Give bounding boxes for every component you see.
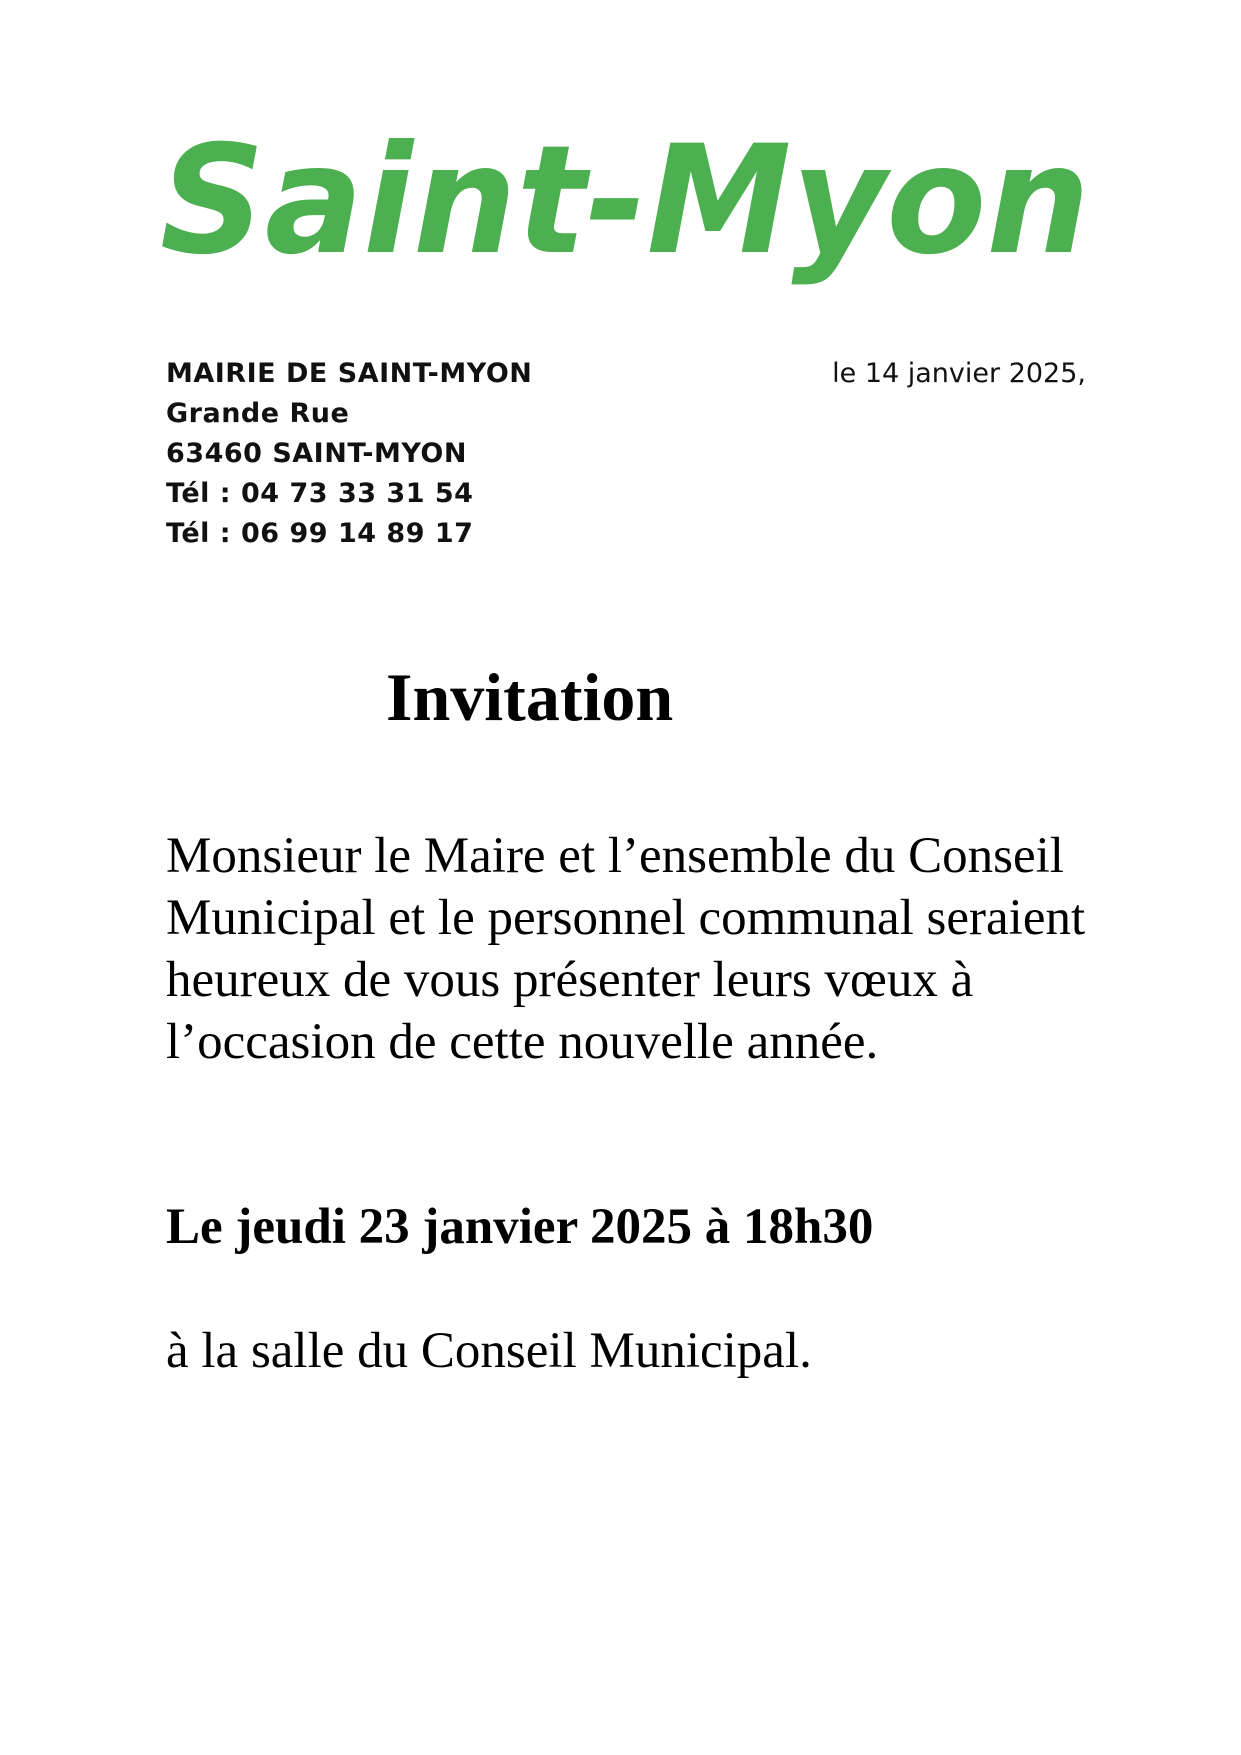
mairie-city: 63460 SAINT-MYON [166, 438, 467, 469]
mairie-phone-1: Tél : 04 73 33 31 54 [166, 478, 474, 509]
saint-myon-logo [160, 92, 1100, 332]
logo-text: Saint-Myon [160, 114, 1090, 288]
page-title: Invitation [386, 659, 674, 735]
invitation-body: Monsieur le Maire et l’ensemble du Conseil Municipal et le personnel communal seraient heureux de vous présenter leurs vœux à l’occasion de cette nouvelle année. [166, 828, 1086, 1070]
event-location: à la salle du Conseil Municipal. [166, 1323, 812, 1379]
letter-date: le 14 janvier 2025, [832, 358, 1086, 389]
mairie-street: Grande Rue [166, 398, 350, 429]
event-date: Le jeudi 23 janvier 2025 à 18h30 [166, 1199, 874, 1255]
mairie-phone-2: Tél : 06 99 14 89 17 [166, 518, 474, 549]
mairie-name: MAIRIE DE SAINT-MYON [166, 358, 533, 389]
